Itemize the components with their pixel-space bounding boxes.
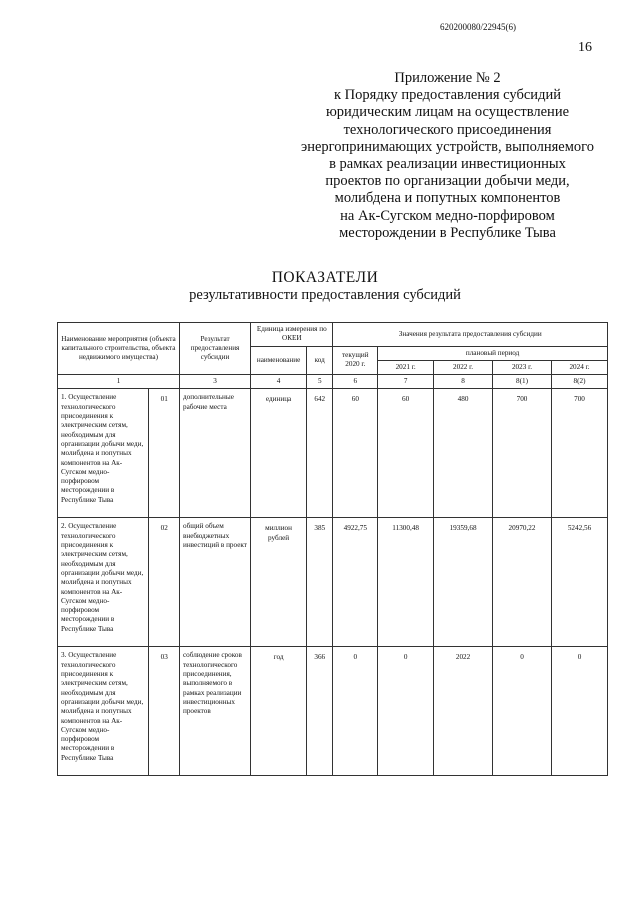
appendix-line: Приложение № 2 [394,70,501,86]
page-subtitle: результативности предоставления субсидий [189,287,461,303]
value-cell: 4922,75 [333,518,378,647]
unit-name-cell: миллион рублей [251,518,307,647]
code-cell: 03 [149,647,179,776]
header-current-year: текущий 2020 г. [333,346,378,375]
column-number: 8(2) [551,375,607,389]
header-planned-period: плановый период [378,346,608,360]
event-name-cell: 2. Осуществление технологического присоединения к электрическим сетям, необходимым для организации добычи меди, молибдена и попутных компонентов на Ак-Сугском медно-порфировом месторождении в Республике Тыва [58,518,149,647]
event-name-cell: 3. Осуществление технологического присоединения к электрическим сетям, необходимым для организации добычи меди, молибдена и попутных компонентов на Ак-Сугском медно-порфировом месторождении в Республике Тыва [58,647,149,776]
appendix-line: в рамках реализации инвестиционных [329,156,566,173]
value-cell: 0 [551,647,607,776]
appendix-heading [275,70,620,242]
column-number: 4 [251,375,307,389]
column-number: 3 [179,375,250,389]
header-unit-group: Единица измерения по ОКЕИ [251,323,333,347]
appendix-line: месторождении в Республике Тыва [339,224,556,241]
unit-name-cell: год [251,647,307,776]
value-cell: 60 [378,389,434,518]
column-number: 1 [58,375,180,389]
value-cell: 700 [493,389,552,518]
column-number-row [58,375,608,389]
value-cell: 60 [333,389,378,518]
header-values-group: Значения результата предоставления субсидии [333,323,608,347]
table-row [58,518,608,647]
value-cell: 700 [551,389,607,518]
table-row [58,389,608,518]
value-cell: 5242,56 [551,518,607,647]
column-number: 6 [333,375,378,389]
header-unit-code: код [307,346,333,375]
appendix-line: молибдена и попутных компонентов [334,190,561,207]
column-number: 7 [378,375,434,389]
value-cell: 20970,22 [493,518,552,647]
table-row [58,647,608,776]
page-number: 16 [578,40,592,55]
value-cell: 11300,48 [378,518,434,647]
value-cell: 0 [493,647,552,776]
code-cell: 01 [149,389,179,518]
header-year: 2023 г. [493,360,552,374]
table-header-row [58,323,608,347]
result-cell: дополнительные рабочие места [179,389,250,518]
document-code: 620200080/22945(6) [440,22,516,32]
page-title: ПОКАЗАТЕЛИ [271,269,379,286]
appendix-line: проектов по организации добычи меди, [325,173,570,190]
result-cell: соблюдение сроков технологического присоединения, выполняемого в рамках реализации инвестиционных проектов [179,647,250,776]
appendix-line: к Порядку предоставления субсидий [334,87,561,104]
value-cell: 2022 [434,647,493,776]
appendix-line: юридическим лицам на осуществление [325,104,570,121]
header-year: 2022 г. [434,360,493,374]
result-cell: общий объем внебюджетных инвестиций в проект [179,518,250,647]
header-unit-name: наименование [251,346,307,375]
appendix-line: энергопринимающих устройств, выполняемого [300,138,595,155]
column-number: 5 [307,375,333,389]
header-result: Результат предоставления субсидии [179,323,250,375]
unit-code-cell: 642 [307,389,333,518]
header-year: 2021 г. [378,360,434,374]
unit-name-cell: единица [251,389,307,518]
event-name-cell: 1. Осуществление технологического присоединения к электрическим сетям, необходимым для организации добычи меди, молибдена и попутных компонентов на Ак-Сугском медно-порфировом месторождении в Республике Тыва [58,389,149,518]
column-number: 8(1) [493,375,552,389]
header-year: 2024 г. [551,360,607,374]
indicators-table [57,322,608,776]
value-cell: 480 [434,389,493,518]
value-cell: 19359,68 [434,518,493,647]
unit-code-cell: 385 [307,518,333,647]
code-cell: 02 [149,518,179,647]
value-cell: 0 [333,647,378,776]
column-number: 8 [434,375,493,389]
header-event-name: Наименование мероприятия (объекта капитального строительства, объекта недвижимого имущества) [58,323,180,375]
appendix-line: на Ак-Сугском медно-порфировом [340,207,555,224]
value-cell: 0 [378,647,434,776]
unit-code-cell: 366 [307,647,333,776]
appendix-line: технологического присоединения [343,121,552,138]
